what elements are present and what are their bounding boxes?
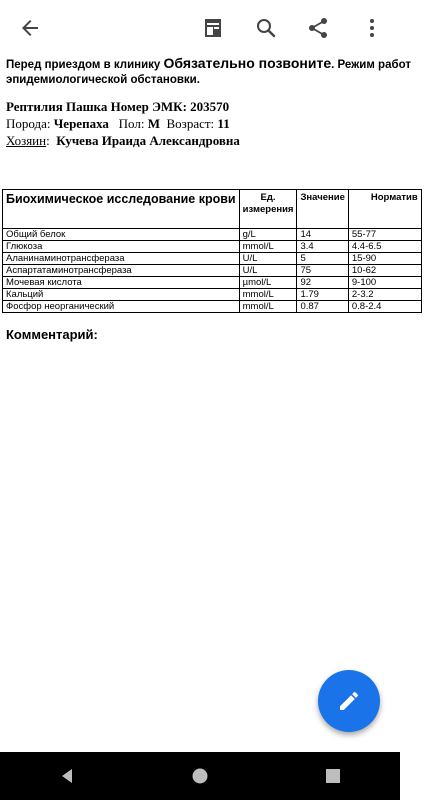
cell-unit: U/L [239, 265, 297, 277]
search-button[interactable] [246, 8, 286, 48]
notice-line-2: эпидемиологической обстановки. [6, 74, 200, 86]
notice-prefix: Перед приездом в клинику [6, 59, 164, 71]
age-label: Возраст: [166, 116, 215, 131]
edit-fab-button[interactable] [318, 670, 380, 732]
share-icon [306, 16, 330, 40]
header-norm: Норматив [348, 190, 421, 229]
document-button[interactable] [193, 8, 233, 48]
cell-value: 3.4 [297, 241, 348, 253]
app-bar [0, 0, 400, 56]
document-viewer[interactable] [0, 55, 418, 756]
biochemistry-table [2, 189, 422, 313]
cell-value: 1.79 [297, 289, 348, 301]
sex-label: Пол: [118, 116, 145, 131]
table-row [3, 301, 422, 313]
cell-unit: U/L [239, 253, 297, 265]
search-icon [254, 16, 278, 40]
notice-suffix: . Режим работ [331, 59, 411, 71]
cell-norm: 0.8-2.4 [348, 301, 421, 313]
table-row [3, 229, 422, 241]
cell-test: Глюкоза [3, 241, 240, 253]
clinic-notice [6, 56, 426, 88]
cell-value: 14 [297, 229, 348, 241]
table-row [3, 241, 422, 253]
cell-norm: 10-62 [348, 265, 421, 277]
cell-value: 75 [297, 265, 348, 277]
share-button[interactable] [298, 8, 338, 48]
nav-back-icon [58, 767, 76, 785]
nav-home-button[interactable] [176, 752, 224, 800]
cell-value: 0.87 [297, 301, 348, 313]
cell-unit: mmol/L [239, 241, 297, 253]
nav-back-button[interactable] [43, 752, 91, 800]
owner-value: Кучева Ираида Александровна [56, 133, 240, 148]
cell-value: 92 [297, 277, 348, 289]
owner-label: Хозяин [6, 133, 47, 148]
header-unit: Ед. измерения [239, 190, 297, 229]
patient-info: Рептилия Пашка Номер ЭМК: 203570 Порода: Черепаха Пол: М Возраст: 11 Хозяин: Кучева Ираида Александровна [6, 99, 240, 148]
sex-value: М [147, 116, 161, 131]
cell-unit: µmol/L [239, 277, 297, 289]
header-value: Значение [297, 190, 348, 229]
back-arrow-icon [18, 16, 42, 40]
cell-norm: 4.4-6.5 [348, 241, 421, 253]
table-row [3, 265, 422, 277]
cell-norm: 55-77 [348, 229, 421, 241]
breed-label: Порода: [6, 116, 51, 131]
cell-norm: 9-100 [348, 277, 421, 289]
more-options-button[interactable] [352, 8, 392, 48]
cell-test: Аланинаминотрансфераза [3, 253, 240, 265]
cell-unit: mmol/L [239, 301, 297, 313]
nav-home-icon [191, 767, 209, 785]
table-row [3, 253, 422, 265]
system-nav-bar [0, 752, 400, 800]
document-icon [201, 16, 225, 40]
cell-unit: g/L [239, 229, 297, 241]
header-test: Биохимическое исследование крови [3, 190, 240, 229]
cell-norm: 15-90 [348, 253, 421, 265]
cell-norm: 2-3.2 [348, 289, 421, 301]
cell-test: Аспартатаминотрансфераза [3, 265, 240, 277]
cell-test: Мочевая кислота [3, 277, 240, 289]
cell-value: 5 [297, 253, 348, 265]
age-value: 11 [217, 116, 230, 131]
edit-pencil-icon [337, 689, 361, 713]
cell-test: Кальций [3, 289, 240, 301]
notice-emphasis: Обязательно позвоните [163, 55, 332, 71]
nav-recents-icon [324, 767, 342, 785]
breed-value: Черепаха [53, 116, 109, 131]
cell-test: Фосфор неорганический [3, 301, 240, 313]
cell-unit: mmol/L [239, 289, 297, 301]
patient-header: Рептилия Пашка Номер ЭМК: 203570 [6, 99, 230, 114]
back-button[interactable] [10, 8, 50, 48]
table-row [3, 289, 422, 301]
nav-recents-button[interactable] [309, 752, 357, 800]
comment-label: Комментарий: [6, 327, 98, 342]
table-row [3, 277, 422, 289]
more-vert-icon [360, 16, 384, 40]
cell-test: Общий белок [3, 229, 240, 241]
table-header-row [3, 190, 422, 229]
